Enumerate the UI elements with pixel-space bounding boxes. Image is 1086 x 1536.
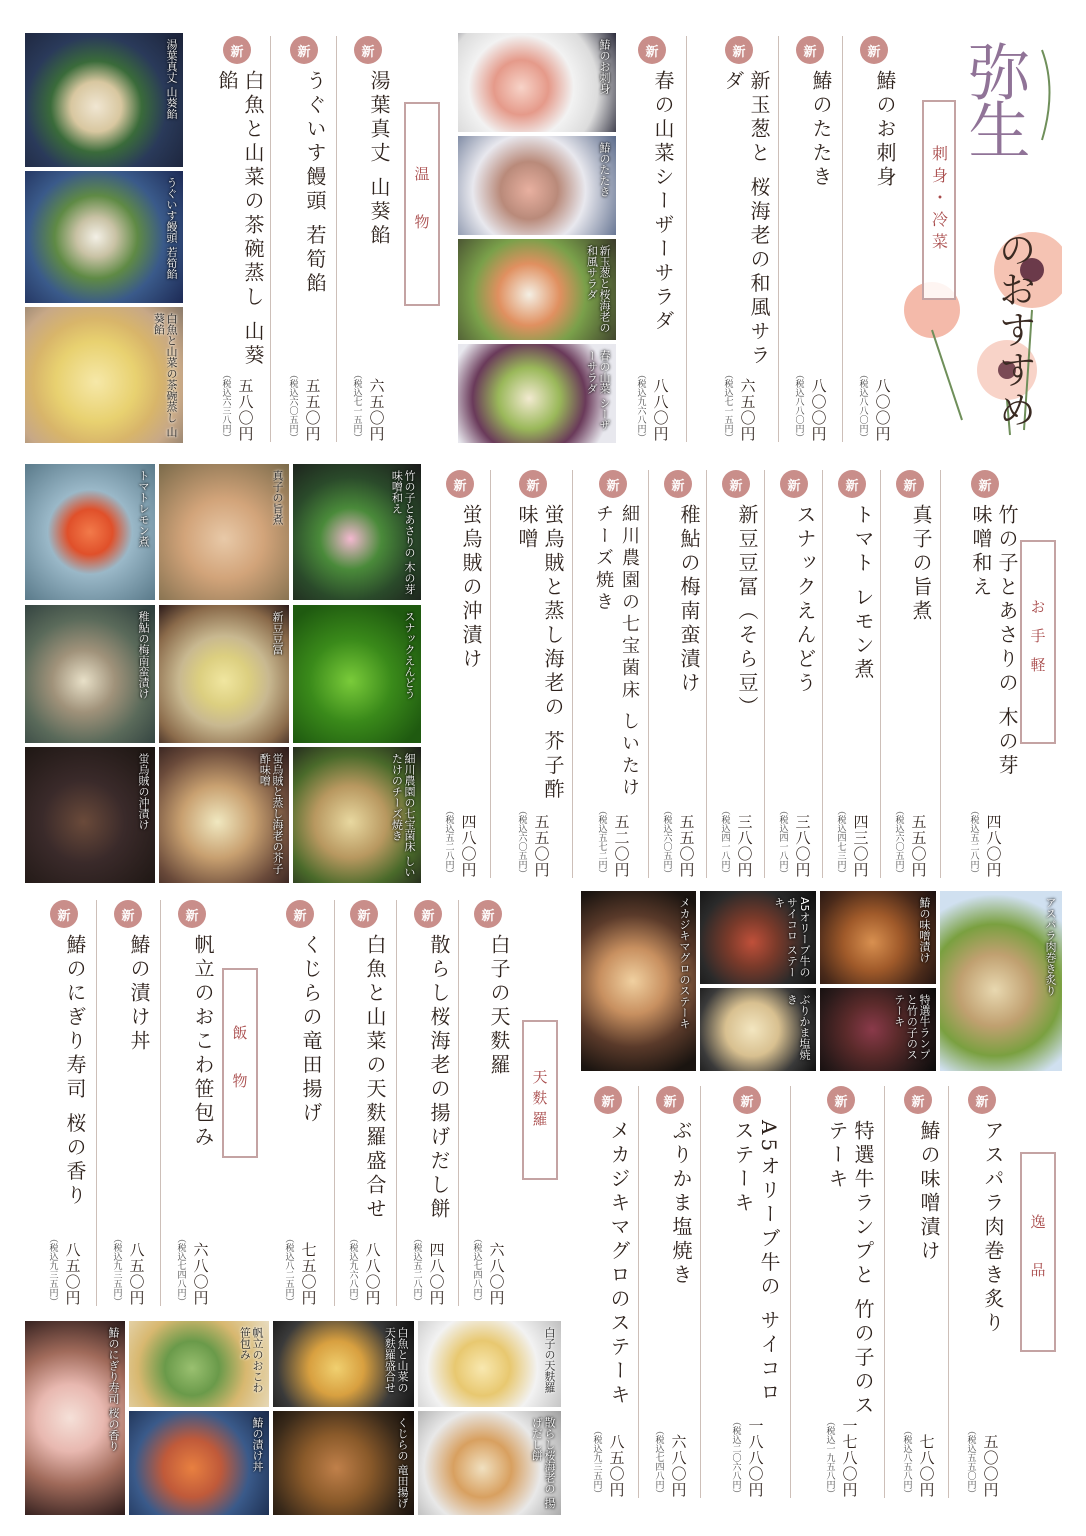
category-label-meshi: 飯 物 bbox=[230, 1024, 249, 1102]
menu-item-hotate-okowa[interactable] bbox=[168, 900, 216, 1306]
divider bbox=[778, 36, 779, 442]
item-price: 八〇〇円 bbox=[809, 378, 828, 442]
photo-shirauo-tempura: 白魚と山菜の 天麩羅盛合せ bbox=[272, 1320, 415, 1408]
photo-burikama: ぶりかま塩焼き bbox=[699, 987, 817, 1072]
divider bbox=[884, 1086, 885, 1498]
item-tax: （税込七四八円） bbox=[471, 1234, 482, 1306]
new-badge: 新 bbox=[722, 470, 750, 498]
menu-item-sawara-tataki[interactable] bbox=[786, 36, 834, 442]
item-price: 四八〇円 bbox=[984, 814, 1003, 878]
photo-caesar-salad: 春の山菜 シーザーサラダ bbox=[457, 343, 617, 444]
item-tax: （税込五二八円） bbox=[443, 806, 454, 878]
menu-item-mekajiki[interactable] bbox=[584, 1086, 632, 1498]
item-name: 湯葉真丈 山葵餡 bbox=[367, 70, 391, 249]
photo-yuba: 湯葉真丈 山葵餡 bbox=[24, 32, 184, 168]
menu-item-sawara-sashimi[interactable] bbox=[850, 36, 898, 442]
new-badge: 新 bbox=[638, 36, 666, 64]
item-name: 特選牛ランプと 竹の子のステーキ bbox=[825, 1120, 875, 1419]
item-name: 帆立のおこわ笹包み bbox=[191, 934, 215, 1150]
category-label-sashimi: 刺身・冷菜 bbox=[929, 145, 949, 255]
category-label-onmono: 温 物 bbox=[412, 165, 431, 243]
menu-item-yuba[interactable] bbox=[344, 36, 392, 442]
item-name: 蛍烏賊の沖漬け bbox=[459, 504, 483, 672]
photo-rump-steak: 特選牛ランプと竹の子のステーキ bbox=[819, 987, 937, 1072]
new-badge: 新 bbox=[827, 1086, 855, 1114]
category-label-otegaru: お手軽 bbox=[1028, 598, 1047, 686]
new-badge: 新 bbox=[354, 36, 382, 64]
photo-snack-endo: スナックえんどう bbox=[292, 604, 422, 744]
photo-a5-steak: A5オリーブ牛の サイコロ ステーキ bbox=[699, 890, 817, 985]
item-tax: （税込八五八円） bbox=[901, 1426, 912, 1498]
new-badge: 新 bbox=[904, 1086, 932, 1114]
item-tax: （税込九三五円） bbox=[591, 1426, 602, 1498]
divider bbox=[940, 470, 941, 878]
divider bbox=[648, 470, 649, 878]
item-name: 鰆の漬け丼 bbox=[127, 934, 151, 1054]
menu-item-agedashi-mochi[interactable] bbox=[404, 900, 452, 1306]
new-badge: 新 bbox=[733, 1086, 761, 1114]
item-name: 竹の子とあさりの 木の芽 味噌和え bbox=[969, 504, 1019, 779]
item-name: 新玉葱と 桜海老の和風サラダ bbox=[721, 70, 771, 369]
item-tax: （税込八八〇円） bbox=[793, 370, 804, 442]
item-name: 春の山菜シーザーサラダ bbox=[651, 70, 675, 334]
menu-item-caesar-salad[interactable] bbox=[628, 36, 676, 442]
new-badge: 新 bbox=[286, 900, 314, 928]
photo-okowa: 帆立のおこわ 笹包み bbox=[128, 1320, 270, 1408]
item-tax: （税込九六八円） bbox=[635, 370, 646, 442]
divider bbox=[638, 1086, 639, 1498]
divider bbox=[396, 900, 397, 1306]
photo-hotaruika-okizuke: 蛍烏賊の沖漬け bbox=[24, 746, 156, 884]
divider bbox=[490, 470, 491, 878]
item-name: 蛍烏賊と蒸し海老の 芥子酢味噌 bbox=[515, 504, 565, 803]
new-badge: 新 bbox=[50, 900, 78, 928]
item-name: 鰆のたたき bbox=[809, 70, 833, 190]
item-name: 鰆の味噌漬け bbox=[917, 1120, 941, 1264]
divider bbox=[880, 470, 881, 878]
item-tax: （税込五七二円） bbox=[596, 806, 607, 878]
category-frame-meshi bbox=[222, 968, 258, 1158]
category-frame-tempura bbox=[522, 1020, 558, 1180]
item-price: 五五〇円 bbox=[909, 814, 928, 878]
item-tax: （税込五二八円） bbox=[411, 1234, 422, 1306]
photo-shiitake: 細川農園の七宝菌床 しいたけのチーズ焼き bbox=[292, 746, 422, 884]
divider bbox=[270, 36, 271, 442]
item-price: 六八〇円 bbox=[669, 1434, 688, 1498]
new-badge: 新 bbox=[971, 470, 999, 498]
new-badge: 新 bbox=[860, 36, 888, 64]
menu-item-takenoko-asari[interactable] bbox=[950, 470, 1020, 878]
new-badge: 新 bbox=[223, 36, 251, 64]
item-name: うぐいす饅頭 若筍餡 bbox=[303, 70, 327, 297]
menu-item-misozuke[interactable] bbox=[894, 1086, 942, 1498]
item-tax: （税込一九五八円） bbox=[824, 1417, 835, 1498]
item-name: ぶりかま塩焼き bbox=[669, 1120, 693, 1288]
item-price: 四八〇円 bbox=[459, 814, 478, 878]
item-price: 八五〇円 bbox=[127, 1242, 146, 1306]
item-tax: （税込六〇五円） bbox=[516, 806, 527, 878]
item-tax: （税込七一五円） bbox=[722, 370, 733, 442]
item-name: アスパラ肉巻き炙り bbox=[981, 1120, 1005, 1336]
new-badge: 新 bbox=[519, 470, 547, 498]
photo-mekajiki: メカジキマグロのステーキ bbox=[580, 890, 697, 1072]
photo-nigiri: 鰆のにぎり寿司 桜の香り bbox=[24, 1320, 126, 1516]
photo-sawara-tataki: 鰆のたたき bbox=[457, 135, 617, 236]
photo-misozuke: 鰆の味噌漬け bbox=[819, 890, 937, 985]
photo-shirako-tempura: 白子の天麩羅 bbox=[417, 1320, 562, 1408]
category-frame-sashimi bbox=[922, 100, 956, 300]
item-price: 八五〇円 bbox=[63, 1242, 82, 1306]
menu-item-asparagus[interactable] bbox=[958, 1086, 1006, 1498]
item-name: 細川農園の七宝菌床 しいたけチーズ焼き bbox=[593, 504, 640, 800]
divider bbox=[700, 1086, 701, 1498]
divider bbox=[842, 36, 843, 442]
new-badge: 新 bbox=[474, 900, 502, 928]
item-price: 六五〇円 bbox=[367, 378, 386, 442]
menu-item-rump-steak[interactable] bbox=[806, 1086, 876, 1498]
item-tax: （税込七一五円） bbox=[351, 370, 362, 442]
photo-tamanegi-salad: 新玉葱と桜海老の和風サラダ bbox=[457, 238, 617, 341]
item-tax: （税込六〇五円） bbox=[661, 806, 672, 878]
divider bbox=[822, 470, 823, 878]
item-price: 五五〇円 bbox=[677, 814, 696, 878]
item-name: 白魚と山菜の天麩羅盛合せ bbox=[363, 934, 387, 1222]
photo-hotaruika-karashi: 蛍烏賊と蒸し海老の芥子酢味噌 bbox=[158, 746, 290, 884]
item-name: スナックえんどう bbox=[793, 504, 817, 696]
item-name: 鰆のにぎり寿司 桜の香り bbox=[63, 934, 87, 1209]
item-tax: （税込五二八円） bbox=[968, 806, 979, 878]
photo-asparagus: アスパラ肉巻き炙り bbox=[939, 890, 1063, 1072]
title-block bbox=[892, 30, 1062, 440]
item-tax: （税込七四八円） bbox=[175, 1234, 186, 1306]
item-price: 八八〇円 bbox=[651, 378, 670, 442]
new-badge: 新 bbox=[725, 36, 753, 64]
title-rest: のおすすめ bbox=[992, 230, 1036, 430]
new-badge: 新 bbox=[664, 470, 692, 498]
title-main: 弥生 bbox=[958, 40, 1031, 156]
item-price: 四八〇円 bbox=[427, 1242, 446, 1306]
item-name: くじらの竜田揚げ bbox=[299, 934, 323, 1126]
divider bbox=[96, 900, 97, 1306]
menu-item-nigiri[interactable] bbox=[40, 900, 88, 1306]
item-price: 八五〇円 bbox=[607, 1434, 626, 1498]
new-badge: 新 bbox=[446, 470, 474, 498]
item-tax: （税込五五〇円） bbox=[965, 1426, 976, 1498]
item-price: 六八〇円 bbox=[191, 1242, 210, 1306]
item-price: 五八〇円 bbox=[236, 378, 255, 442]
item-tax: （税込六〇五円） bbox=[287, 370, 298, 442]
item-tax: （税込九六八円） bbox=[347, 1234, 358, 1306]
item-tax: （税込八八〇円） bbox=[857, 370, 868, 442]
item-tax: （税込四七三円） bbox=[835, 806, 846, 878]
divider bbox=[336, 36, 337, 442]
item-price: 五〇〇円 bbox=[981, 1434, 1000, 1498]
item-tax: （税込四一八円） bbox=[719, 806, 730, 878]
menu-item-shirako-tempura[interactable] bbox=[464, 900, 512, 1306]
new-badge: 新 bbox=[780, 470, 808, 498]
new-badge: 新 bbox=[350, 900, 378, 928]
item-name: メカジキマグロのステーキ bbox=[607, 1120, 631, 1408]
item-tax: （税込八二五円） bbox=[283, 1234, 294, 1306]
item-price: 六五〇円 bbox=[738, 378, 757, 442]
item-name: トマト レモン煮 bbox=[851, 504, 875, 683]
item-price: 四三〇円 bbox=[851, 814, 870, 878]
photo-zuke-don: 鰆の漬け丼 bbox=[128, 1410, 270, 1516]
item-price: 一八八〇円 bbox=[746, 1418, 765, 1498]
item-name: 鰆のお刺身 bbox=[873, 70, 897, 190]
item-price: 六八〇円 bbox=[487, 1242, 506, 1306]
new-badge: 新 bbox=[178, 900, 206, 928]
category-frame-otegaru bbox=[1020, 540, 1056, 744]
new-badge: 新 bbox=[968, 1086, 996, 1114]
new-badge: 新 bbox=[414, 900, 442, 928]
photo-kujira: くじらの 竜田揚げ bbox=[272, 1410, 415, 1516]
menu-item-a5-steak[interactable] bbox=[712, 1086, 782, 1498]
new-badge: 新 bbox=[796, 36, 824, 64]
photo-mako: 真子の旨煮 bbox=[158, 463, 290, 601]
menu-item-tamanegi-salad[interactable] bbox=[706, 36, 772, 442]
item-price: 五五〇円 bbox=[303, 378, 322, 442]
item-tax: （税込九三五円） bbox=[111, 1234, 122, 1306]
item-price: 三八〇円 bbox=[793, 814, 812, 878]
item-name: A5オリーブ牛の サイコロステーキ bbox=[731, 1120, 781, 1406]
menu-item-hotaruika-karashi[interactable] bbox=[500, 470, 566, 878]
menu-item-shiitake[interactable] bbox=[584, 470, 642, 878]
item-tax: （税込九三五円） bbox=[47, 1234, 58, 1306]
divider bbox=[458, 900, 459, 1306]
menu-item-chawanmushi[interactable] bbox=[208, 36, 266, 442]
item-name: 真子の旨煮 bbox=[909, 504, 933, 624]
item-tax: （税込四一八円） bbox=[777, 806, 788, 878]
divider bbox=[706, 470, 707, 878]
photo-mamedofu: 新豆豆冨 bbox=[158, 604, 290, 744]
item-price: 八〇〇円 bbox=[873, 378, 892, 442]
new-badge: 新 bbox=[896, 470, 924, 498]
item-price: 七五〇円 bbox=[299, 1242, 318, 1306]
item-name: 散らし桜海老の揚げだし餅 bbox=[427, 934, 451, 1222]
divider bbox=[160, 900, 161, 1306]
category-frame-ippin bbox=[1020, 1152, 1056, 1352]
photo-uguisu: うぐいす饅頭 若筍餡 bbox=[24, 170, 184, 304]
divider bbox=[764, 470, 765, 878]
menu-item-chiayu[interactable] bbox=[654, 470, 702, 878]
photo-chawanmushi: 白魚と山菜の茶碗蒸し 山葵餡 bbox=[24, 306, 184, 444]
category-label-tempura: 天麩羅 bbox=[530, 1068, 549, 1132]
item-price: 三八〇円 bbox=[735, 814, 754, 878]
menu-item-zuke-don[interactable] bbox=[104, 900, 152, 1306]
item-price: 八八〇円 bbox=[363, 1242, 382, 1306]
menu-item-uguisu[interactable] bbox=[280, 36, 328, 442]
new-badge: 新 bbox=[599, 470, 627, 498]
item-price: 五五〇円 bbox=[532, 814, 551, 878]
photo-sawara-sashimi: 鰆のお刺身 bbox=[457, 32, 617, 133]
menu-item-mamedofu[interactable] bbox=[712, 470, 760, 878]
divider bbox=[572, 470, 573, 878]
item-name: 稚鮎の梅南蛮漬け bbox=[677, 504, 701, 696]
item-name: 新豆豆冨（そら豆） bbox=[735, 504, 759, 720]
menu-item-snack-endo[interactable] bbox=[770, 470, 818, 878]
divider bbox=[948, 1086, 949, 1498]
new-badge: 新 bbox=[290, 36, 318, 64]
category-frame-onmono bbox=[404, 102, 440, 306]
item-tax: （税込七四八円） bbox=[653, 1426, 664, 1498]
menu-item-shirauo-tempura[interactable] bbox=[340, 900, 388, 1306]
new-badge: 新 bbox=[656, 1086, 684, 1114]
photo-takenoko-asari: 竹の子とあさりの 木の芽 味噌和え bbox=[292, 463, 422, 601]
new-badge: 新 bbox=[594, 1086, 622, 1114]
divider bbox=[790, 1086, 791, 1498]
item-name: 白子の天麩羅 bbox=[487, 934, 511, 1078]
divider bbox=[334, 900, 335, 1306]
menu-item-tomato[interactable] bbox=[828, 470, 876, 878]
menu-item-kujira[interactable] bbox=[276, 900, 324, 1306]
item-price: 五二〇円 bbox=[612, 814, 631, 878]
new-badge: 新 bbox=[114, 900, 142, 928]
item-price: 一七八〇円 bbox=[840, 1418, 859, 1498]
item-name: 白魚と山菜の茶碗蒸し 山葵餡 bbox=[215, 70, 265, 369]
menu-item-mako[interactable] bbox=[886, 470, 934, 878]
item-price: 七八〇円 bbox=[917, 1434, 936, 1498]
photo-tomato: トマトレモン煮 bbox=[24, 463, 156, 601]
item-tax: （税込二〇六八円） bbox=[730, 1417, 741, 1498]
item-tax: （税込六〇五円） bbox=[893, 806, 904, 878]
new-badge: 新 bbox=[838, 470, 866, 498]
menu-item-burikama[interactable] bbox=[646, 1086, 694, 1498]
item-tax: （税込六三八円） bbox=[220, 370, 231, 442]
divider bbox=[686, 36, 687, 442]
photo-chiayu: 稚鮎の梅南蛮漬け bbox=[24, 604, 156, 744]
photo-agedashi-mochi: 散らし桜海老の 揚げだし餅 bbox=[417, 1410, 562, 1516]
menu-item-hotaruika-okizuke[interactable] bbox=[436, 470, 484, 878]
category-label-ippin: 逸 品 bbox=[1028, 1213, 1047, 1291]
